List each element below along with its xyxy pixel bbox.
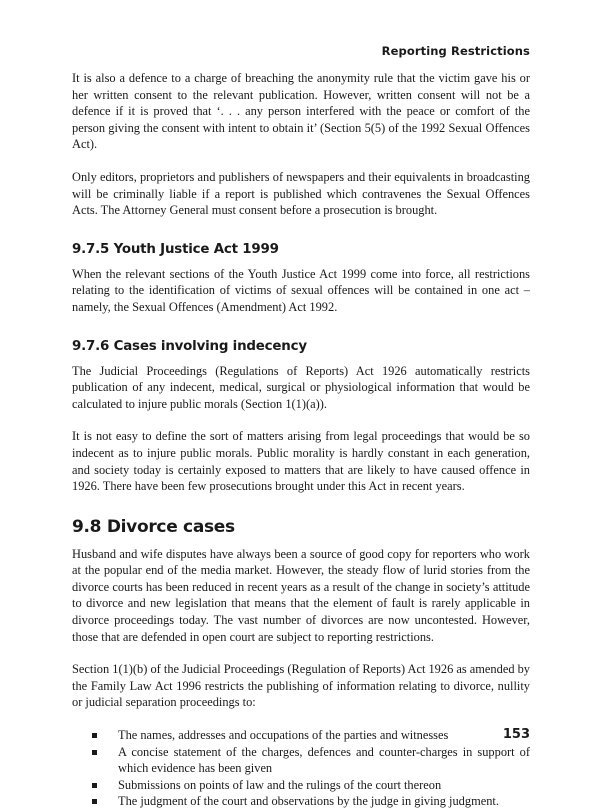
list-item-text: A concise statement of the charges, defences and counter-charges in support of which evidence has been given bbox=[118, 744, 530, 776]
body-paragraph: Husband and wife disputes have always been a source of good copy for reporters who work at the popular end of the media market. However, the steady flow of lurid stories from the divorce courts has been reduced in recent years as a result of the change in society’s attitude to divorce and new legislation that means that the element of fault is rarely applicable in divorce proceedings today. The vast number of divorces are now uncontested. However, those that are defended in open court are subject to reporting restrictions. bbox=[72, 546, 530, 644]
list-item-text: The names, addresses and occupations of the parties and witnesses bbox=[118, 728, 449, 743]
body-paragraph: It is also a defence to a charge of breaching the anonymity rule that the victim gave his or her written consent to the relevant publication. However, written consent will not be a defence if it is proved that ‘. . . any person interfered with the peace or comfort of the person giving the consent with intent to obtain it’ (Section 5(5) of the 1992 Sexual Offences Act). bbox=[72, 71, 530, 152]
section-heading-9-7-5: 9.7.5 Youth Justice Act 1999 bbox=[72, 241, 279, 257]
page-number: 153 bbox=[502, 727, 530, 742]
section-heading-9-7-6: 9.7.6 Cases involving indecency bbox=[72, 338, 307, 354]
page-body bbox=[72, 70, 530, 810]
body-paragraph: Only editors, proprietors and publishers of newspapers and their equivalents in broadcasting will be criminally liable if a report is published which contravenes the Sexual Offences Acts. The Attorney General must consent before a prosecution is brought. bbox=[72, 169, 530, 218]
list-item bbox=[72, 727, 530, 744]
square-bullet-icon bbox=[92, 799, 97, 804]
bullet-list bbox=[72, 727, 530, 810]
list-item bbox=[72, 777, 530, 794]
running-header: Reporting Restrictions bbox=[381, 44, 530, 58]
square-bullet-icon bbox=[92, 783, 97, 788]
body-paragraph: Section 1(1)(b) of the Judicial Proceedings (Regulation of Reports) Act 1926 as amended by the Family Law Act 1996 restricts the publishing of information relating to divorce, nullity or judicial separation proceedings to: bbox=[72, 662, 530, 710]
list-item-text: The judgment of the court and observations by the judge in giving judgment. bbox=[118, 794, 499, 809]
body-paragraph: When the relevant sections of the Youth Justice Act 1999 come into force, all restrictions relating to the identification of victims of sexual offences will be contained in one act – namely, the Sexual Offences (Amendment) Act 1992. bbox=[72, 266, 530, 314]
list-item bbox=[72, 744, 530, 777]
square-bullet-icon bbox=[92, 733, 97, 738]
square-bullet-icon bbox=[92, 750, 97, 755]
body-paragraph: It is not easy to define the sort of matters arising from legal proceedings that would be so indecent as to injure public morals. Public morality is hardly constant in each generation, and society today is certainly exposed to matters that are likely to have caused offence in 1926. There have been few prosecutions brought under this Act in recent years. bbox=[72, 429, 530, 494]
list-item-text: Submissions on points of law and the rulings of the court thereon bbox=[118, 777, 442, 792]
list-item bbox=[72, 793, 530, 810]
section-heading-9-8: 9.8 Divorce cases bbox=[72, 516, 235, 537]
body-paragraph: The Judicial Proceedings (Regulations of Reports) Act 1926 automatically restricts publication of any indecent, medical, surgical or physiological information that would be calculated to injure public morals (Section 1(1)(a)). bbox=[72, 363, 530, 411]
